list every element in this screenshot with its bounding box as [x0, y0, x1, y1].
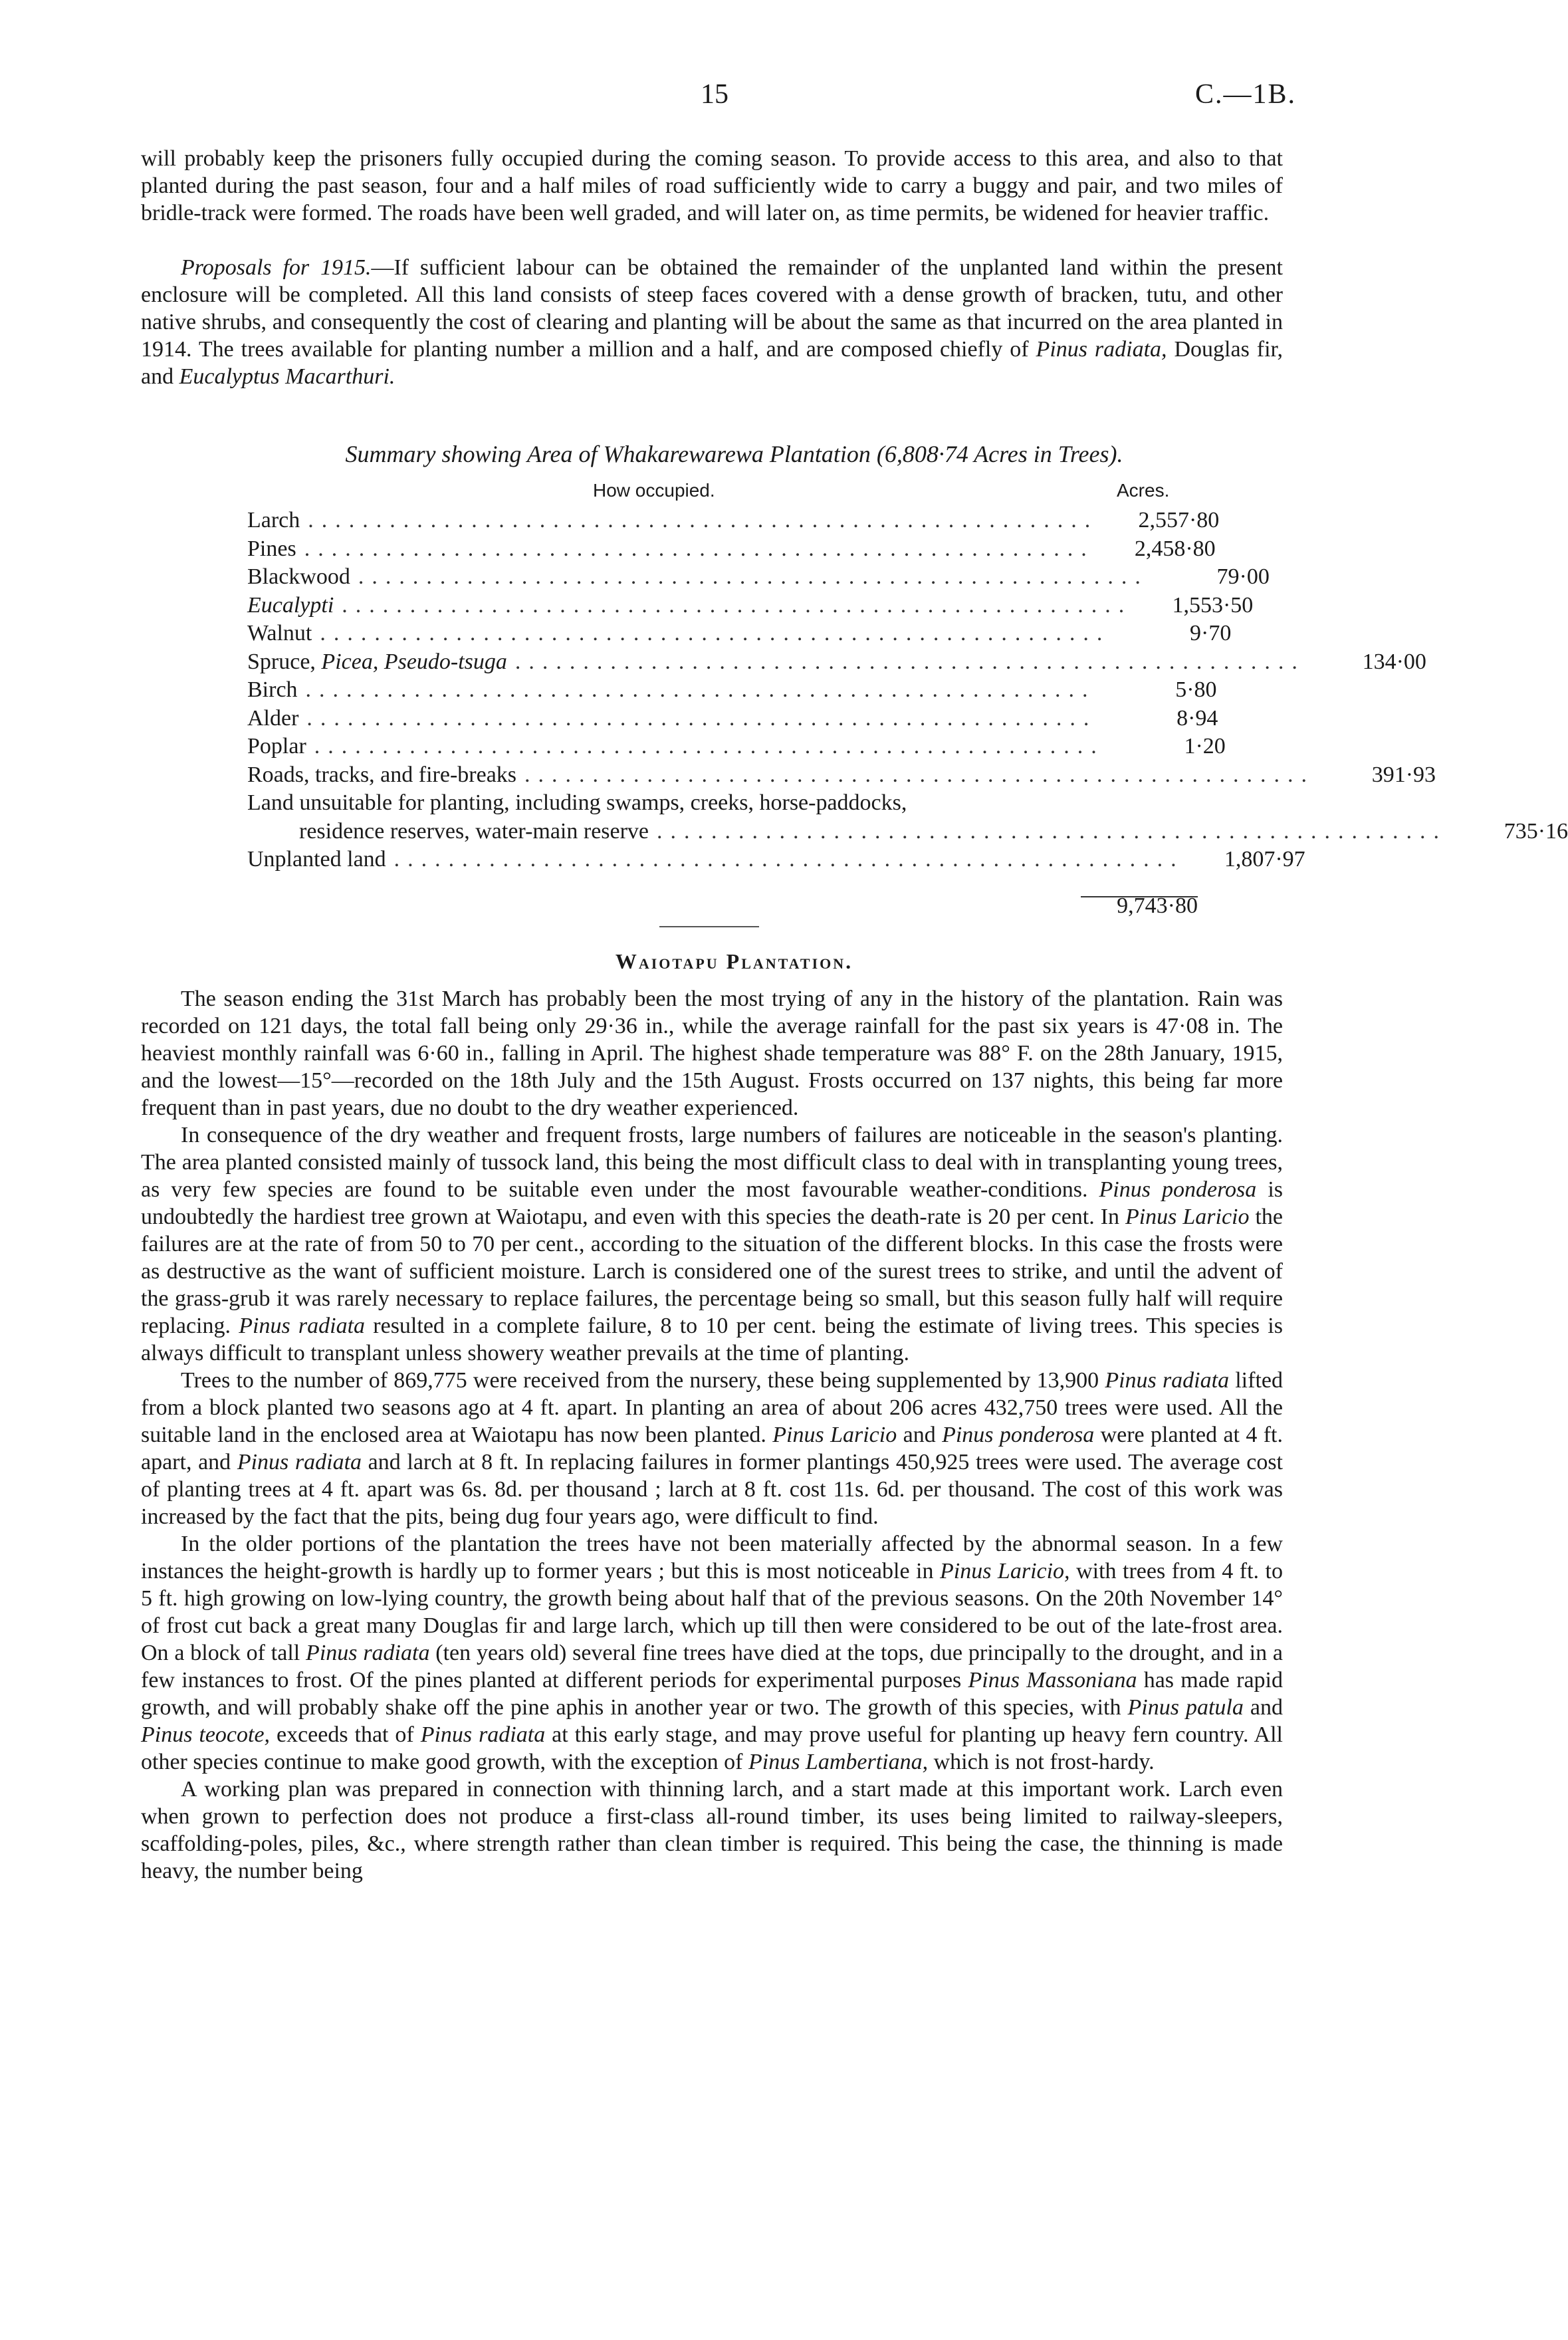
column-heading-how-occupied: How occupied.: [593, 480, 715, 501]
continuation-text: will probably keep the prisoners fully occupied during the coming season. To provide access to this area, and also to that planted during the past season, four and a half miles of road sufficiently wide to carry a buggy and pair, and two miles of bridle-track were formed. The roads have been well graded, and will later on, as time permits, be widened for heavier traffic.: [141, 146, 1283, 225]
row-label: Spruce, Picea, Pseudo-tsuga: [247, 649, 507, 674]
row-label: Eucalypti: [247, 592, 334, 618]
table-row: Larch .......................................................... 2,557·80: [247, 507, 1198, 535]
document-reference: C.—1B.: [1195, 79, 1297, 110]
row-value: 735·16: [1504, 818, 1568, 844]
row-label: Walnut: [247, 621, 312, 645]
section-heading-waiotapu: Waiotapu Plantation.: [615, 949, 853, 973]
table-row: Pines .......................................................... 2,458·80: [247, 535, 1198, 564]
row-value: 134·00: [1362, 649, 1426, 674]
table-row: Walnut .......................................................... 9·70: [247, 620, 1198, 648]
row-label: Pines: [247, 536, 296, 561]
failures-paragraph: In consequence of the dry weather and frequent frosts, large numbers of failures are noticeable in the season's planting. The area planted consisted mainly of tussock land, this being the most difficult class to deal with in transplanting young trees, as very few species are found to be suitable even under the most favourable weather-conditions. Pinus ponderosa is undoubtedly the hardiest tree grown at Waiotapu, and even with this species the death-rate is 20 per cent. In Pinus Laricio the failures are at the rate of from 50 to 70 per cent., according to the situation of the different blocks. In this case the frosts were as destructive as the want of sufficient moisture. Larch is considered one of the surest trees to strike, and until the advent of the grass-grub it was rarely necessary to replace failures, the percentage being so small, but this season fully half will require replacing. Pinus radiata resulted in a complete failure, 8 to 10 per cent. being the estimate of living trees. This species is always difficult to transplant unless showery weather prevails at the time of planting.: [141, 1123, 1283, 1365]
table-row: Unplanted land .......................................................... 1,807·97: [247, 846, 1198, 874]
row-value: 2,557·80: [1138, 508, 1220, 532]
summary-title: Summary showing Area of Whakarewarewa Plantation (6,808·74 Acres in Trees).: [345, 441, 1123, 467]
nursery-paragraph: Trees to the number of 869,775 were received from the nursery, these being supplemented by 13,900 Pinus radiata lifted from a block planted two seasons ago at 4 ft. apart. In planting an area of about 206 acres 432,750 trees were used. All the suitable land in the enclosed area at Waiotapu has now been planted. Pinus Laricio and Pinus ponderosa were planted at 4 ft. apart, and Pinus radiata and larch at 8 ft. In replacing failures in former plantings 450,925 trees were used. The average cost of planting trees at 4 ft. apart was 6s. 8d. per thousand ; larch at 8 ft. cost 11s. 6d. per thousand. The cost of this work was increased by the fact that the pits, being dug four years ago, were difficult to find.: [141, 1368, 1284, 1529]
row-label: Unplanted land: [247, 847, 386, 872]
row-label: Larch: [247, 508, 300, 532]
column-heading-acres: Acres.: [1117, 480, 1170, 501]
proposals-lead: Proposals for 1915.: [181, 255, 372, 280]
row-label: Alder: [247, 705, 299, 731]
row-value: 1,807·97: [1224, 847, 1305, 872]
page-number: 15: [701, 79, 728, 110]
table-row: Alder .......................................................... 8·94: [247, 705, 1198, 733]
proposals-paragraph: [141, 254, 1283, 390]
older-portions-paragraph: In the older portions of the plantation the trees have not been materially affected by the abnormal season. In a few instances the height-growth is hardly up to former years ; but this is most noticeable in Pinus Laricio, with trees from 4 ft. to 5 ft. high growing on low-lying country, the growth being about half that of the previous seasons. On the 20th November 14° of frost cut back a great many Douglas fir and large larch, which up till then were considered to be out of the late-frost area. On a block of tall Pinus radiata (ten years old) several fine trees have died at the tops, due principally to the drought, and in a few instances to frost. Of the pines planted at different periods for experimental purposes Pinus Massoniana has made rapid growth, and will probably shake off the pine aphis in another year or two. The growth of this species, with Pinus patula and Pinus teocote, exceeds that of Pinus radiata at this early stage, and may prove useful for planting up heavy fern country. All other species continue to make good growth, with the exception of Pinus Lambertiana, which is not frost-hardy.: [141, 1532, 1283, 1774]
working-plan-paragraph: A working plan was prepared in connection with thinning larch, and a start made at this important work. Larch even when grown to perfection does not produce a first-class all-round timber, its uses being limited to railway-sleepers, scaffolding-poles, piles, &c., where strength rather than clean timber is required. This being the case, the thinning is made heavy, the number being: [141, 1777, 1283, 1883]
row-label: Poplar: [247, 734, 306, 759]
waiotapu-body: [141, 985, 1283, 1885]
row-label: Blackwood: [247, 564, 350, 589]
continuation-paragraph: [141, 145, 1283, 227]
table-row: residence reserves, water-main reserve .......................................................... 735·16: [247, 818, 1198, 846]
row-value: 79·00: [1216, 564, 1270, 589]
summary-table: [247, 507, 1568, 874]
table-row: Birch .......................................................... 5·80: [247, 676, 1198, 705]
table-row: Roads, tracks, and fire-breaks .......................................................... 391·93: [247, 761, 1198, 790]
table-row: [247, 789, 1198, 818]
table-row: Blackwood .......................................................... 79·00: [247, 563, 1198, 592]
table-row: Eucalypti .......................................................... 1,553·50: [247, 592, 1198, 620]
row-label: Birch: [247, 677, 298, 702]
section-divider: [659, 926, 759, 927]
row-value: 1,553·50: [1172, 592, 1254, 618]
row-value: 9·70: [1190, 621, 1232, 645]
row-label: residence reserves, water-main reserve: [299, 818, 649, 844]
row-value: 391·93: [1371, 762, 1436, 787]
row-label: Land unsuitable for planting, including swamps, creeks, horse-paddocks,: [247, 790, 907, 815]
summary-total: 9,743·80: [1117, 893, 1198, 918]
table-row: Spruce, Picea, Pseudo-tsuga .......................................................... 134·00: [247, 648, 1198, 677]
weather-paragraph: The season ending the 31st March has probably been the most trying of any in the history of the plantation. Rain was recorded on 121 days, the total fall being only 29·36 in., while the average rainfall for the past six years is 47·08 in. The heaviest monthly rainfall was 6·60 in., falling in April. The highest shade temperature was 88° F. on the 28th January, 1915, and the lowest—15°—recorded on the 18th July and the 15th August. Frosts occurred on 137 nights, this being far more frequent than in past years, due no doubt to the dry weather experienced.: [141, 987, 1283, 1120]
row-value: 2,458·80: [1134, 536, 1216, 561]
row-value: 1·20: [1184, 734, 1226, 759]
table-row: Poplar .......................................................... 1·20: [247, 733, 1198, 761]
row-value: 8·94: [1176, 705, 1218, 731]
row-value: 5·80: [1175, 677, 1217, 702]
row-label: Roads, tracks, and fire-breaks: [247, 762, 517, 787]
proposals-text: Proposals for 1915.—If sufficient labour can be obtained the remainder of the unplanted land within the present enclosure will be completed. All this land consists of steep faces covered with a dense growth of bracken, tutu, and other native shrubs, and consequently the cost of clearing and planting will be about the same as that incurred on the area planted in 1914. The trees available for planting number a million and a half, and are composed chiefly of Pinus radiata, Douglas fir, and Eucalyptus Macarthuri.: [141, 255, 1284, 389]
